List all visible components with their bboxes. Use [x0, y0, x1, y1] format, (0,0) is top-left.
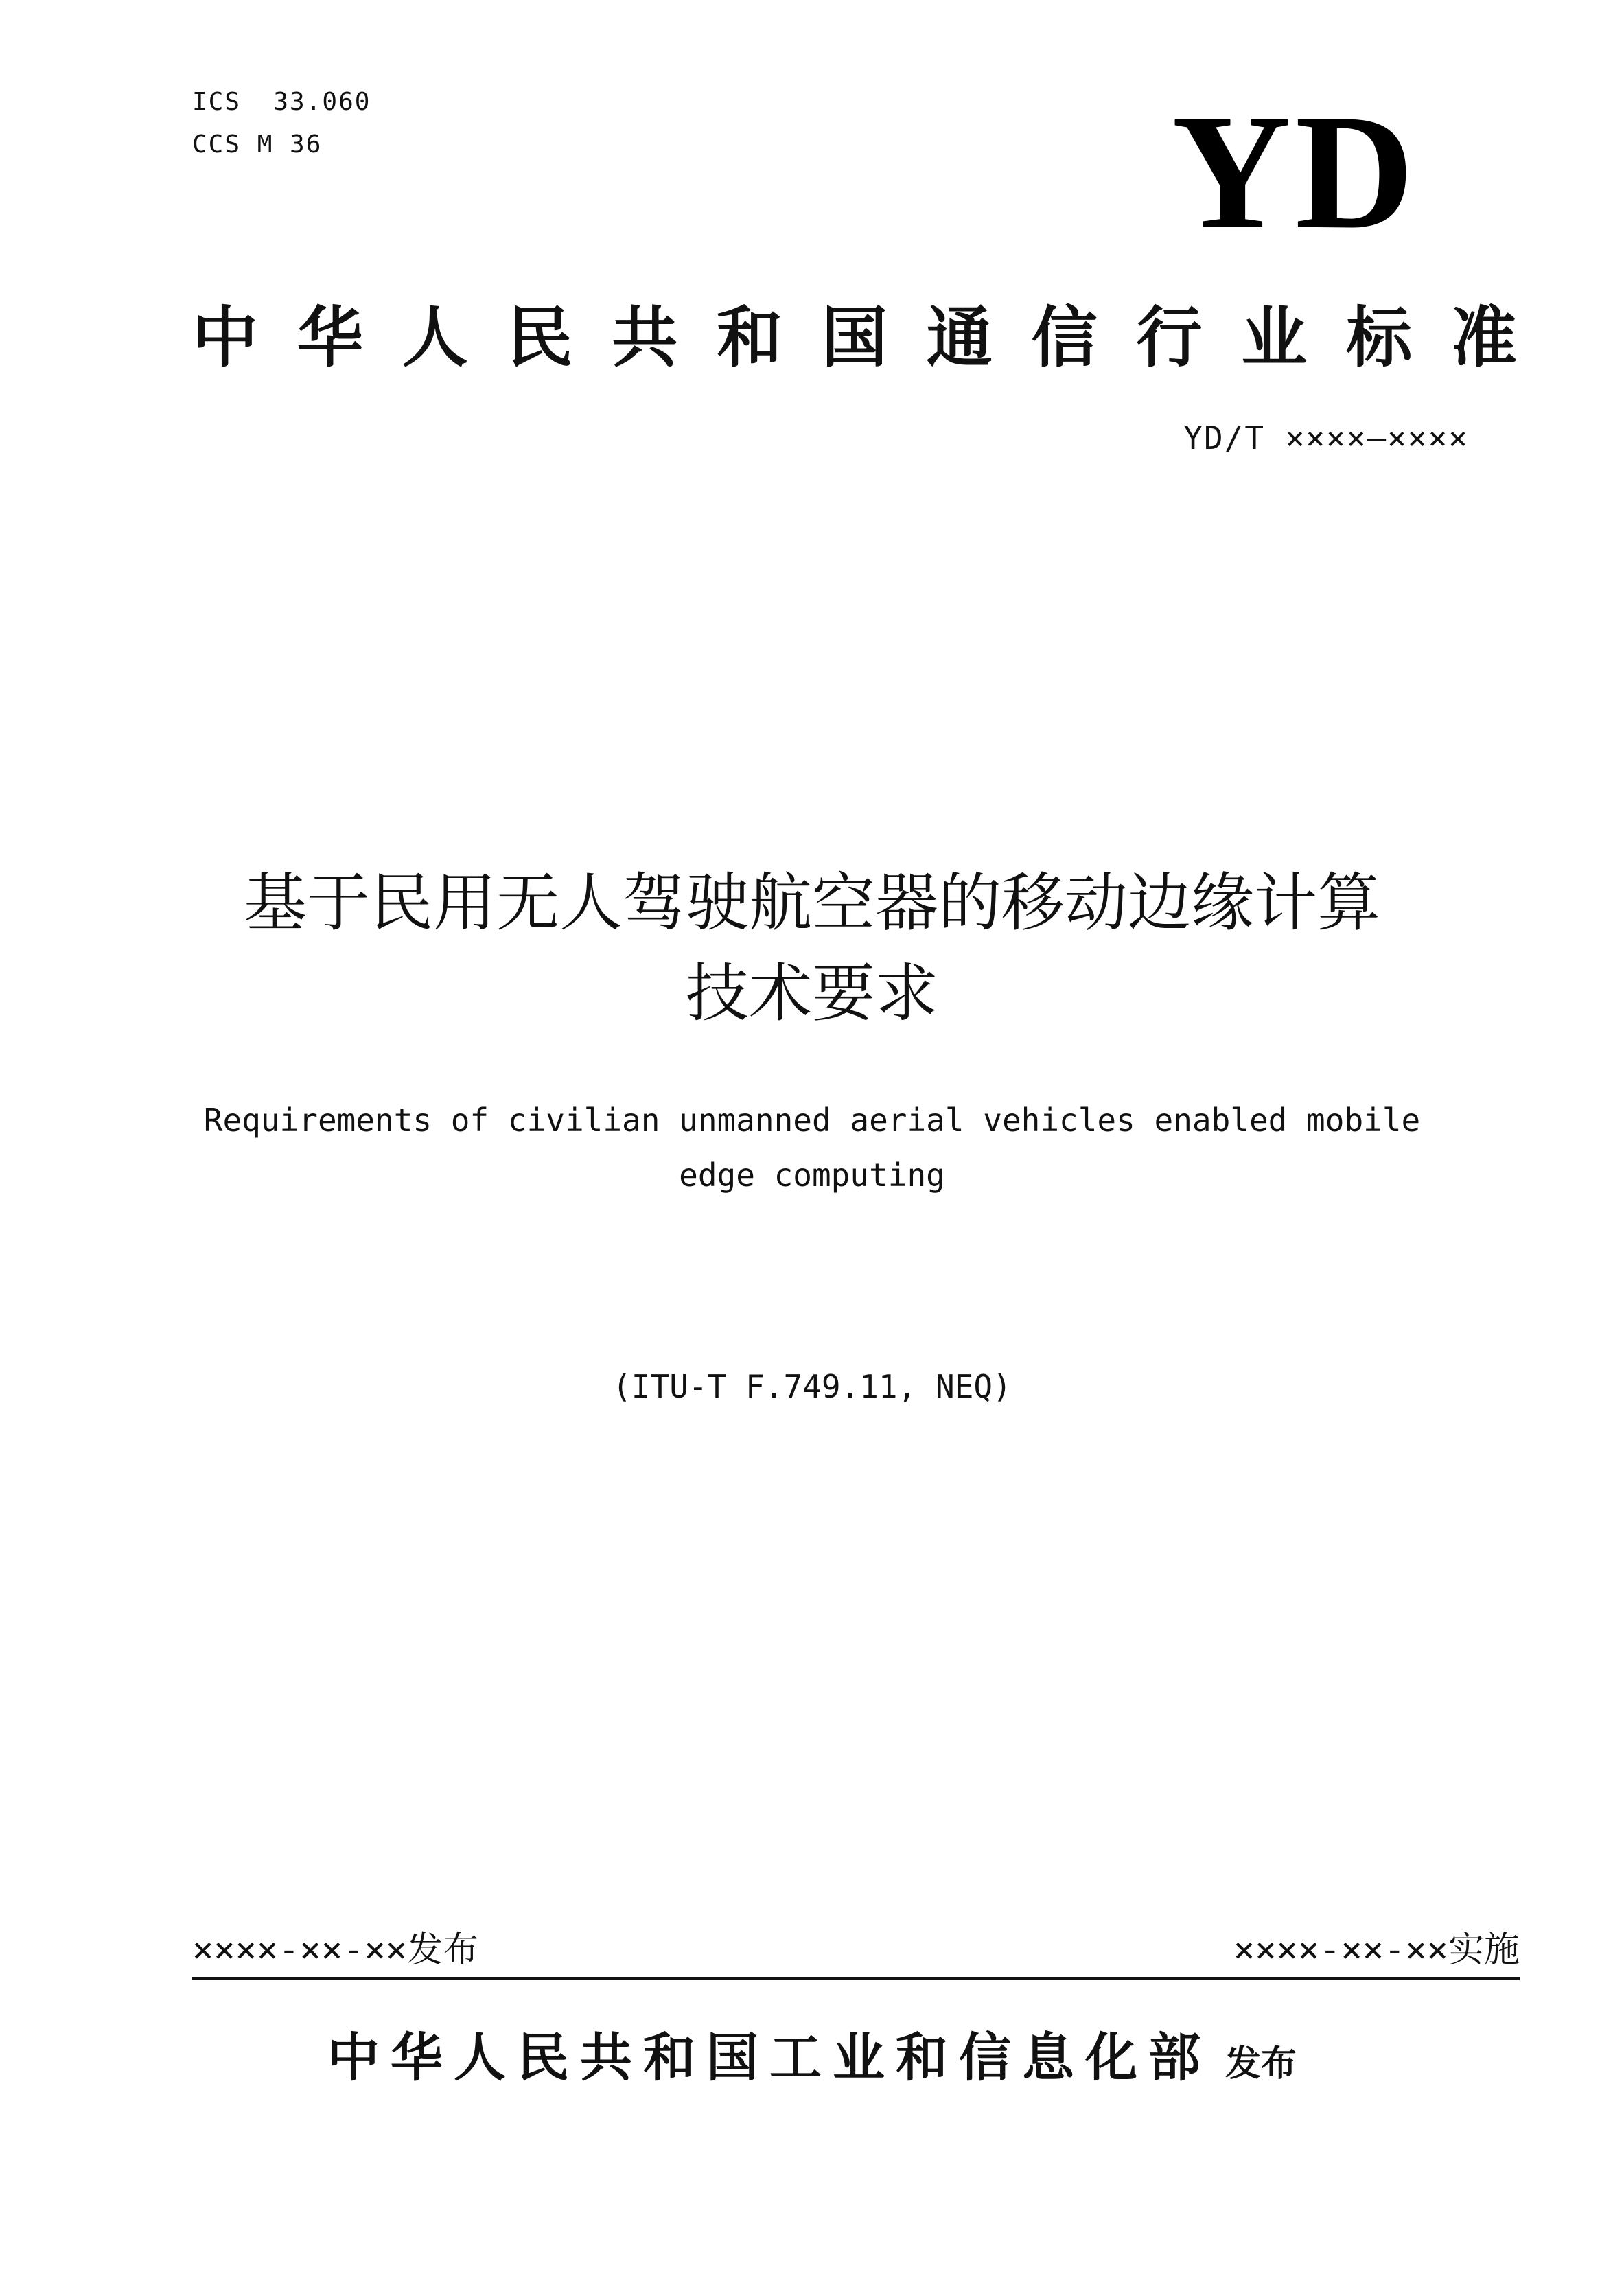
- publish-date: ××××-××-××发布: [192, 1929, 479, 1971]
- industry-title-char: 国: [821, 299, 888, 376]
- industry-title-char: 人: [402, 299, 468, 376]
- standard-number: YD/T ××××—××××: [1183, 419, 1469, 456]
- publisher-suffix: 发布: [1225, 2043, 1297, 2085]
- industry-title-char: 通: [926, 299, 993, 376]
- industry-title-char: 行: [1136, 299, 1203, 376]
- classification-codes: [192, 81, 371, 166]
- industry-title-char: 信: [1031, 299, 1098, 376]
- publisher-name: 中华人民共和国工业和信息化部: [327, 2027, 1211, 2088]
- industry-title-char: 业: [1241, 299, 1308, 376]
- industry-title-char: 中: [192, 299, 258, 376]
- chinese-title: [0, 858, 1624, 1039]
- industry-title-char: 华: [297, 299, 363, 376]
- industry-title-char: 共: [612, 299, 678, 376]
- implement-date: ××××-××-××实施: [1233, 1929, 1520, 1971]
- industry-title-char: 准: [1450, 299, 1517, 376]
- industry-title-char: 和: [717, 299, 783, 376]
- english-title-line-2: edge computing: [679, 1157, 945, 1194]
- yd-logo: YD: [1172, 80, 1418, 263]
- adoption-reference: (ITU-T F.749.11, NEQ): [612, 1368, 1012, 1405]
- divider-line: [192, 1977, 1520, 1980]
- industry-title-char: 标: [1346, 299, 1413, 376]
- date-row: [192, 1926, 1520, 1974]
- industry-title-char: 民: [507, 299, 573, 376]
- ccs-code: CCS M 36: [192, 130, 323, 159]
- chinese-title-line-1: 基于民用无人驾驶航空器的移动边缘计算: [243, 866, 1380, 940]
- chinese-title-line-2: 技术要求: [685, 957, 938, 1030]
- ics-code: ICS 33.060: [192, 88, 371, 116]
- english-title: [0, 1093, 1624, 1203]
- industry-standard-title: [192, 297, 1517, 379]
- publisher: [0, 2024, 1624, 2098]
- english-title-line-1: Requirements of civilian unmanned aerial vehicles enabled mobile: [203, 1102, 1421, 1139]
